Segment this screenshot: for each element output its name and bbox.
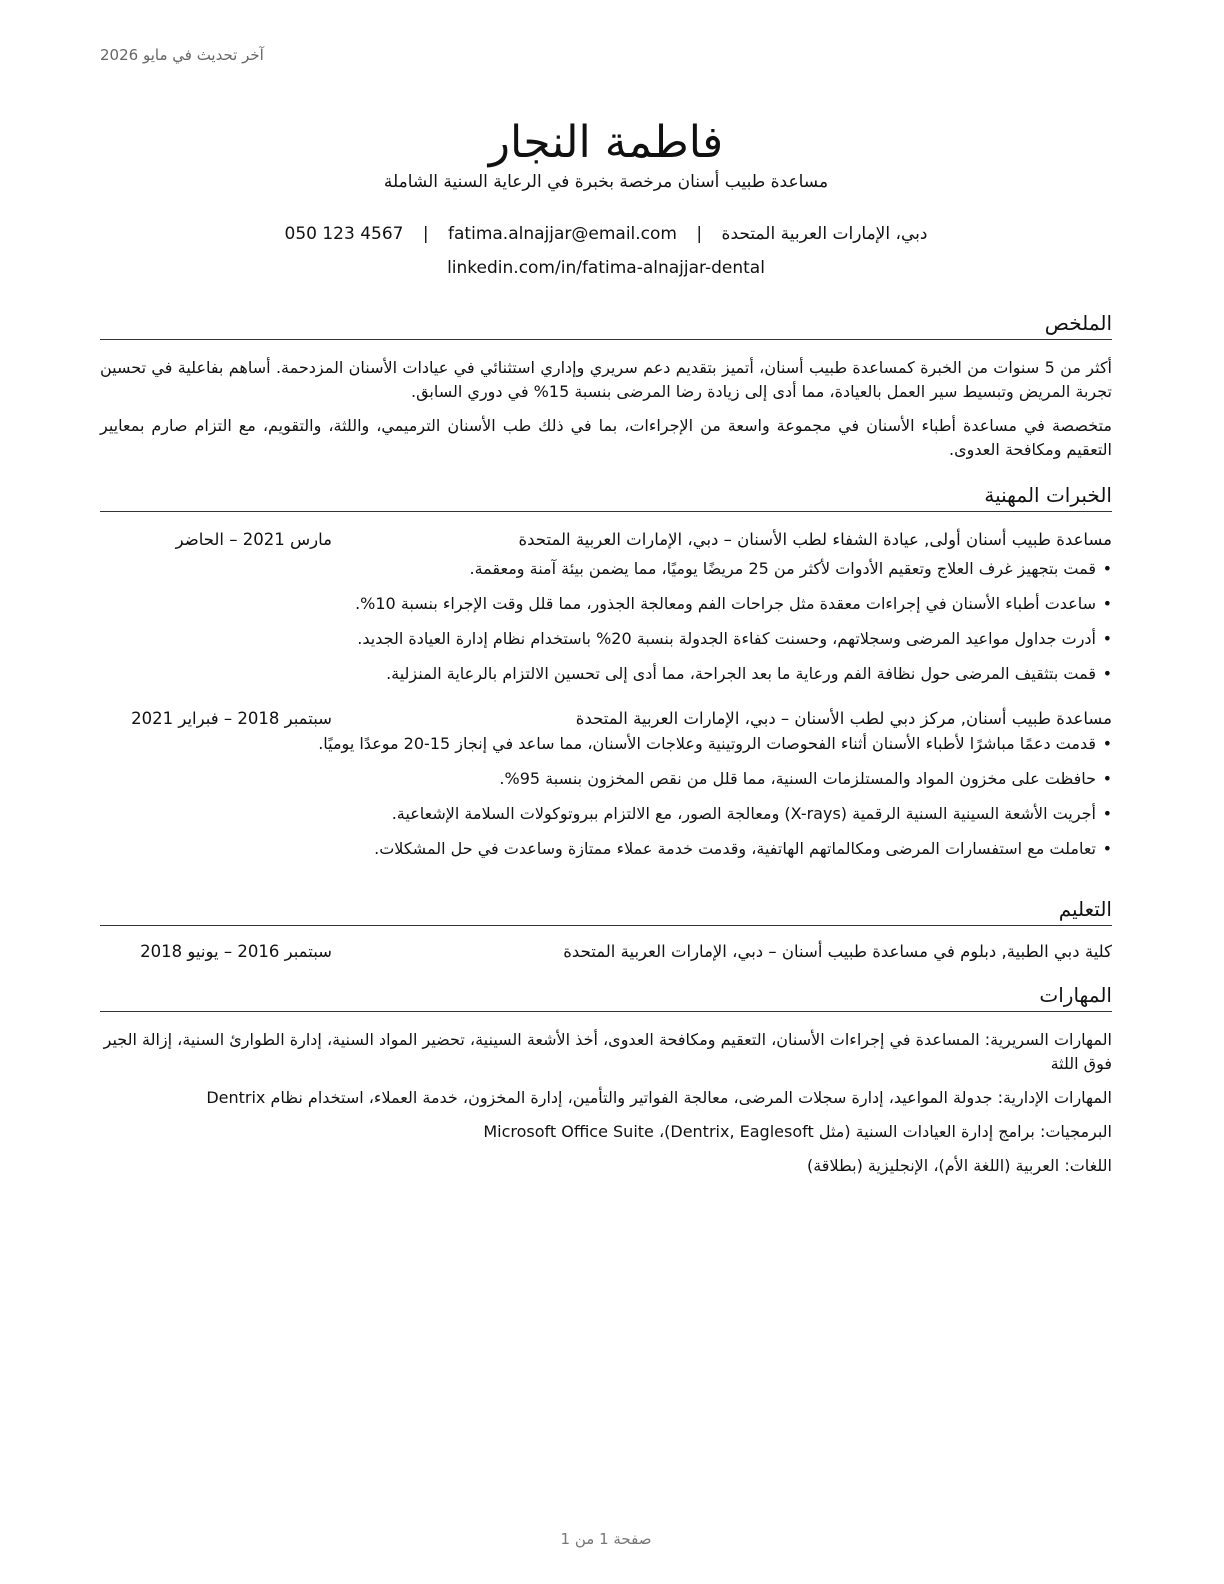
contact-separator: |: [696, 224, 703, 244]
email-link[interactable]: fatima.alnajjar@email.com: [448, 224, 677, 244]
job-header: [100, 527, 1112, 553]
experience-section: [100, 482, 1112, 872]
skills-line-administrative: المهارات الإدارية: جدولة المواعيد، إدارة سجلات المرضى، معالجة الفواتير والتأمين، إدارة المخزون، خدمة العملاء، استخدام نظام Dentrix: [206, 1088, 1112, 1107]
education-dates: سبتمبر 2016 – يونيو 2018: [140, 942, 332, 961]
skills-line-clinical: المهارات السريرية: المساعدة في إجراءات الأسنان، التعقيم ومكافحة العدوى، أخذ الأشعة السينية، تحضير المواد السنية، إدارة الطوارئ السنية، إزالة الجير فوق اللثة: [103, 1030, 1112, 1073]
section-title-experience: الخبرات المهنية: [100, 482, 1112, 512]
resume-page: [100, 0, 1112, 1584]
job-entry: [100, 706, 1112, 861]
job-bullet: • أدرت جداول مواعيد المرضى وسجلاتهم، وحسنت كفاءة الجدولة بنسبة 20% باستخدام نظام إدارة العيادة الجديد.: [100, 627, 1112, 651]
education-section: [100, 896, 1112, 965]
job-bullets: [100, 557, 1112, 686]
section-title-education: التعليم: [100, 896, 1112, 926]
job-bullets: [100, 732, 1112, 861]
education-title: كلية دبي الطبية, دبلوم في مساعدة طبيب أسنان – دبي، الإمارات العربية المتحدة: [563, 942, 1112, 961]
job-title: مساعدة طبيب أسنان أولى, عيادة الشفاء لطب الأسنان – دبي، الإمارات العربية المتحدة: [518, 530, 1112, 549]
job-entry: [100, 527, 1112, 686]
professional-title: مساعدة طبيب أسنان مرخصة بخبرة في الرعاية السنية الشاملة: [383, 172, 829, 192]
job-bullet: • قدمت دعمًا مباشرًا لأطباء الأسنان أثناء الفحوصات الروتينية وعلاجات الأسنان، مما ساعد في إنجاز 15-20 موعدًا يوميًا.: [100, 732, 1112, 756]
job-bullet: • قمت بتجهيز غرف العلاج وتعقيم الأدوات لأكثر من 25 مريضًا يوميًا، مما يضمن بيئة آمنة ومعقمة.: [100, 557, 1112, 581]
job-bullet: • حافظت على مخزون المواد والمستلزمات السنية، مما قلل من نقص المخزون بنسبة 95%.: [100, 767, 1112, 791]
phone-number: 050 123 4567: [284, 224, 404, 244]
skills-line-software: البرمجيات: برامج إدارة العيادات السنية (مثل Dentrix, Eaglesoft)، Microsoft Office Suite: [483, 1122, 1112, 1141]
last-updated-note: آخر تحديث في مايو 2026: [100, 46, 264, 64]
education-entry: [100, 939, 1112, 965]
job-bullet: • تعاملت مع استفسارات المرضى ومكالماتهم الهاتفية، وقدمت خدمة عملاء ممتازة وساعدت في حل المشكلات.: [100, 837, 1112, 861]
candidate-name: فاطمة النجار: [488, 117, 724, 169]
job-title: مساعدة طبيب أسنان, مركز دبي لطب الأسنان – دبي، الإمارات العربية المتحدة: [575, 709, 1112, 728]
skills-line-languages: اللغات: العربية (اللغة الأم)، الإنجليزية (بطلاقة): [806, 1156, 1112, 1175]
job-dates: سبتمبر 2018 – فبراير 2021: [131, 709, 332, 728]
location-text: دبي، الإمارات العربية المتحدة: [721, 224, 928, 244]
job-header: [100, 706, 1112, 732]
job-bullet: • قمت بتثقيف المرضى حول نظافة الفم ورعاية ما بعد الجراحة، مما أدى إلى تحسين الالتزام بالرعاية المنزلية.: [100, 662, 1112, 686]
summary-paragraph: متخصصة في مساعدة أطباء الأسنان في مجموعة واسعة من الإجراءات، بما في ذلك طب الأسنان الترميمي، واللثة، والتقويم، مع التزام صارم بمعايير التعقيم ومكافحة العدوى.: [100, 416, 1112, 459]
section-title-summary: الملخص: [100, 310, 1112, 340]
job-bullet: • ساعدت أطباء الأسنان في إجراءات معقدة مثل جراحات الفم ومعالجة الجذور، مما قلل وقت الإجراء بنسبة 10%.: [100, 592, 1112, 616]
page-number: صفحة 1 من 1: [560, 1530, 652, 1548]
job-dates: مارس 2021 – الحاضر: [175, 530, 332, 549]
section-title-skills: المهارات: [100, 982, 1112, 1012]
contact-line: [100, 224, 1112, 244]
linkedin-link[interactable]: linkedin.com/in/fatima-alnajjar-dental: [447, 258, 765, 278]
summary-paragraph: أكثر من 5 سنوات من الخبرة كمساعدة طبيب أسنان، أتميز بتقديم دعم سريري وإداري استثنائي في عيادات الأسنان المزدحمة. أساهم بفاعلية في تحسين تجربة المريض وتبسيط سير العمل بالعيادة، مما أدى إلى زيادة رضا المرضى بنسبة 15% في دوري السابق.: [100, 358, 1113, 401]
job-bullet: • أجريت الأشعة السينية السنية الرقمية (X-rays) ومعالجة الصور، مع الالتزام ببروتوكولات السلامة الإشعاعية.: [100, 802, 1112, 826]
skills-section: [100, 982, 1112, 1188]
summary-section: [100, 310, 1112, 462]
contact-separator: |: [422, 224, 429, 244]
